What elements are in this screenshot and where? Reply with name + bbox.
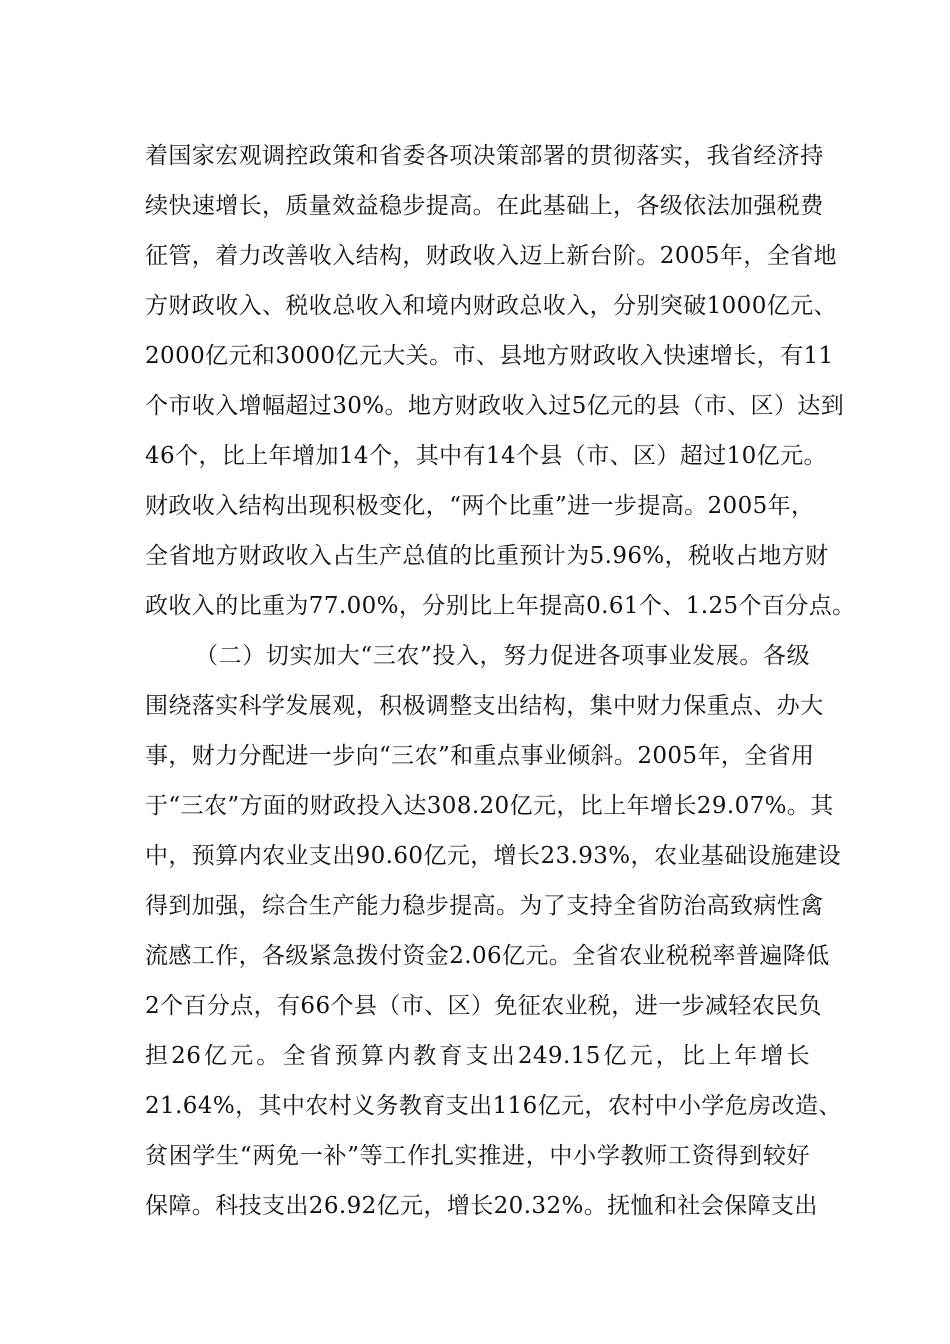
- text-line: 担26亿元。全省预算内教育支出249.15亿元，比上年增长: [145, 1043, 810, 1069]
- paragraph-start-line: （二）切实加大“三农”投入，努力促进各项事业发展。各级: [195, 643, 810, 669]
- text-line: 事，财力分配进一步向“三农”和重点事业倾斜。2005年，全省用: [145, 743, 815, 769]
- text-line: 2000亿元和3000亿元大关。市、县地方财政收入快速增长，有11: [145, 343, 834, 369]
- text-line: 续快速增长，质量效益稳步提高。在此基础上，各级依法加强税费: [145, 193, 824, 219]
- text-line: 21.64%，其中农村义务教育支出116亿元，农村中小学危房改造、: [145, 1093, 842, 1119]
- text-line: 方财政收入、税收总收入和境内财政总收入，分别突破1000亿元、: [145, 293, 837, 319]
- text-line: 贫困学生“两免一补”等工作扎实推进，中小学教师工资得到较好: [145, 1143, 810, 1169]
- text-line: 保障。科技支出26.92亿元，增长20.32%。抚恤和社会保障支出: [145, 1193, 818, 1219]
- text-line: 财政收入结构出现积极变化，“两个比重”进一步提高。2005年，: [145, 493, 815, 519]
- text-line: 全省地方财政收入占生产总值的比重预计为5.96%，税收占地方财: [145, 543, 829, 569]
- text-line: 围绕落实科学发展观，积极调整支出结构，集中财力保重点、办大: [145, 693, 824, 719]
- text-line: 中，预算内农业支出90.60亿元，增长23.93%，农业基础设施建设: [145, 843, 842, 869]
- text-line: 政收入的比重为77.00%，分别比上年提高0.61个、1.25个百分点。: [145, 593, 856, 619]
- text-line: 着国家宏观调控政策和省委各项决策部署的贯彻落实，我省经济持: [145, 143, 824, 169]
- text-line: 得到加强，综合生产能力稳步提高。为了支持全省防治高致病性禽: [145, 893, 824, 919]
- text-line: 个市收入增幅超过30%。地方财政收入过5亿元的县（市、区）达到: [145, 393, 845, 419]
- text-line: 流感工作，各级紧急拨付资金2.06亿元。全省农业税税率普遍降低: [145, 943, 830, 969]
- text-line: 46个，比上年增加14个，其中有14个县（市、区）超过10亿元。: [145, 443, 827, 469]
- text-line: 2个百分点，有66个县（市、区）免征农业税，进一步减轻农民负: [145, 993, 822, 1019]
- text-line: 征管，着力改善收入结构，财政收入迈上新台阶。2005年，全省地: [145, 243, 837, 269]
- text-line: 于“三农”方面的财政投入达308.20亿元，比上年增长29.07%。其: [145, 793, 834, 819]
